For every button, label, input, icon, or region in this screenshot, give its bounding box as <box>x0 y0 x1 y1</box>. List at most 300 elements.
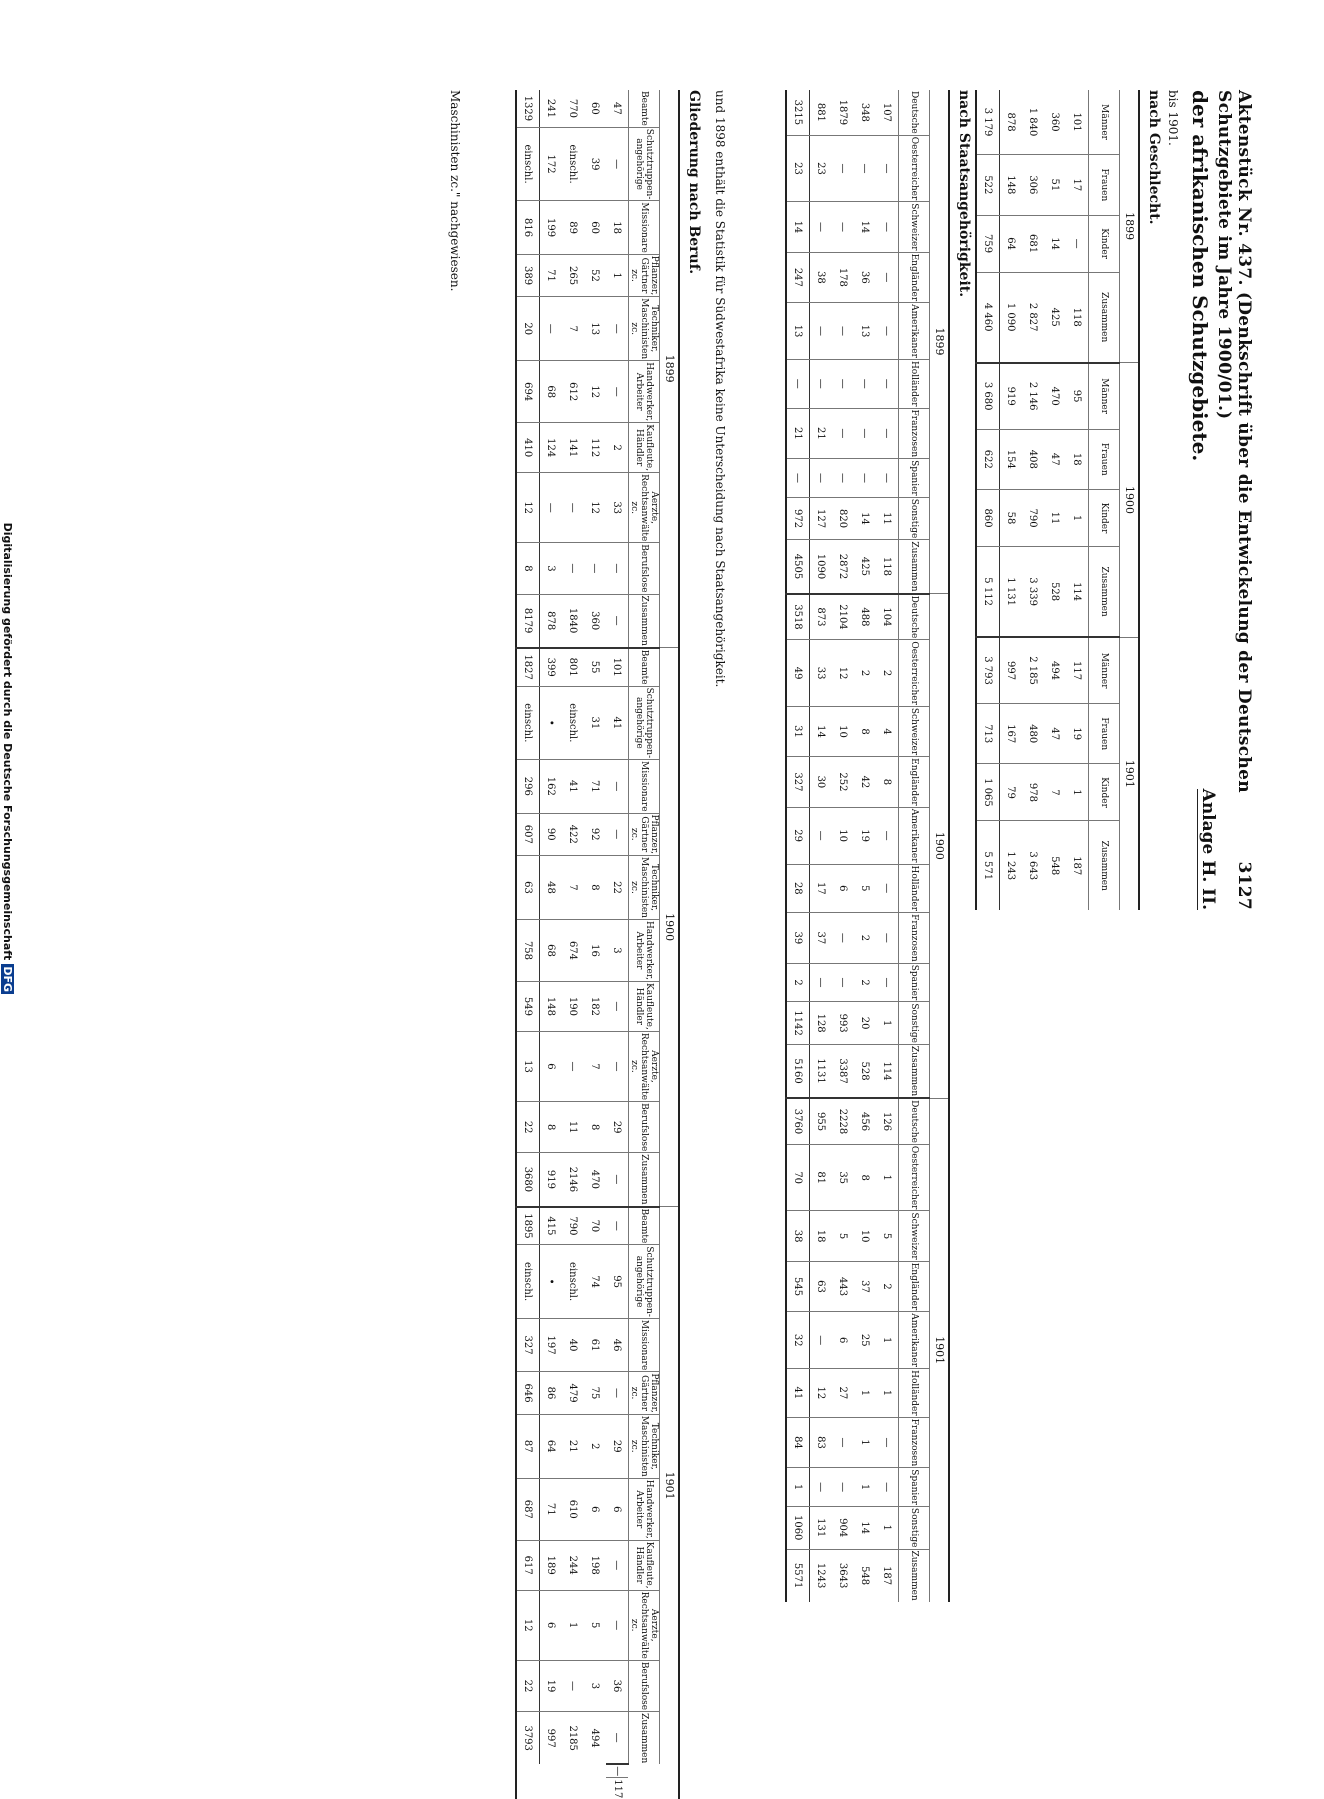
table-cell: 548 <box>1044 821 1066 910</box>
table-cell: 2 <box>584 1414 606 1478</box>
column-header: Männer <box>1089 363 1120 429</box>
table-cell: 408 <box>1022 429 1044 489</box>
table-cell: 360 <box>1049 112 1061 132</box>
table-cell: 27 <box>832 1369 854 1418</box>
year-header-row <box>930 90 950 1602</box>
table-cell: 75 <box>584 1372 606 1414</box>
table-cell: 13 <box>516 1031 540 1101</box>
table-cell: — <box>606 127 629 201</box>
table-cell: — <box>606 1207 629 1245</box>
table-cell: 1 <box>854 1468 876 1507</box>
year-header: 1901 <box>930 1098 950 1602</box>
column-header: Zusammen <box>1089 821 1120 910</box>
table-row <box>540 90 563 1799</box>
table-cell: 14 <box>786 202 810 252</box>
table-cell: 1 <box>1066 764 1089 821</box>
table-cell: — <box>540 473 563 543</box>
table-cell: — <box>876 963 899 1002</box>
table-cell: 131 <box>810 1506 833 1549</box>
year-header-row <box>1120 90 1140 910</box>
table-cell: — <box>876 1468 899 1507</box>
table-row <box>854 90 876 1602</box>
section-profession: Gliederung nach Beruf. <box>686 90 702 275</box>
table-cell: 101 <box>1071 112 1083 132</box>
table-cell: 2 146 <box>1022 363 1044 429</box>
column-header: Kinder <box>1089 764 1120 821</box>
table-row <box>1044 90 1066 910</box>
table-cell: 35 <box>832 1144 854 1211</box>
table-cell: — <box>854 359 876 408</box>
column-header: Beamte <box>629 648 660 686</box>
table-cell: 6 <box>832 1312 854 1369</box>
table-cell: — <box>562 543 584 594</box>
column-header: Missionare <box>629 1318 660 1371</box>
table-cell: 3793 <box>516 1712 540 1765</box>
table-cell: 14 <box>810 706 833 756</box>
table-cell: 87 <box>516 1414 540 1478</box>
table-cell: 64 <box>540 1414 563 1478</box>
table-cell: — <box>854 408 876 459</box>
table-cell: 4 <box>876 706 899 756</box>
table-cell: 2872 <box>832 540 854 594</box>
column-header: Handwerker, Arbeiter <box>629 919 660 981</box>
table-cell: 548 <box>854 1549 876 1602</box>
table-cell: 11 <box>1044 490 1066 547</box>
column-header: Franzosen <box>899 1417 930 1468</box>
table-cell: 114 <box>876 1044 899 1098</box>
table-cell: 470 <box>1044 363 1066 429</box>
table-cell: — <box>562 1031 584 1101</box>
table-cell: 1 243 <box>1000 821 1023 910</box>
table-by-profession <box>515 90 680 1799</box>
column-header: Zusammen <box>629 1153 660 1207</box>
table-cell: 48 <box>540 856 563 920</box>
table-cell: 5 <box>876 1211 899 1261</box>
table-cell: 443 <box>832 1261 854 1312</box>
table-cell: 545 <box>786 1261 810 1312</box>
table-cell: 189 <box>540 1540 563 1590</box>
table-cell: 3 <box>606 919 629 981</box>
table-cell: 5160 <box>786 1044 810 1098</box>
table-cell: 2 185 <box>1022 637 1044 703</box>
table-cell: 21 <box>562 1414 584 1478</box>
column-header: Kaufleute, Händler <box>629 982 660 1032</box>
table-cell: — <box>606 594 629 648</box>
column-header: Spanier <box>899 963 930 1002</box>
table-cell: 40 <box>562 1318 584 1371</box>
table-cell: — <box>876 202 899 252</box>
column-header: Frauen <box>1089 704 1120 764</box>
table-cell: 972 <box>786 497 810 540</box>
column-header: Beamte <box>629 90 660 127</box>
table-cell: einschl. <box>516 127 540 201</box>
table-cell: 919 <box>540 1153 563 1207</box>
table-cell: 528 <box>854 1044 876 1098</box>
table-cell: 399 <box>540 648 563 686</box>
table-cell: 494 <box>1044 637 1066 703</box>
table-cell: 997 <box>540 1712 563 1765</box>
table-cell: 101 <box>606 648 629 686</box>
table-cell: 820 <box>832 497 854 540</box>
table-cell: — <box>562 1660 584 1711</box>
table-cell: 41 <box>562 760 584 813</box>
table-cell: 128 <box>810 1002 833 1045</box>
table-cell: — <box>876 864 899 913</box>
table-cell: 2146 <box>562 1153 584 1207</box>
table-cell: 6 <box>832 864 854 913</box>
table-cell: 29 <box>606 1102 629 1153</box>
table-cell: 2185 <box>562 1712 584 1765</box>
table-cell: 141 <box>562 423 584 473</box>
table-cell: 118 <box>876 540 899 594</box>
year-header: 1899 <box>930 90 950 594</box>
page-number: 3127 <box>1234 861 1254 910</box>
table-cell: 70 <box>786 1144 810 1211</box>
table-cell: — <box>876 913 899 964</box>
table-cell: 47 <box>1044 429 1066 489</box>
table-cell: 816 <box>516 201 540 254</box>
column-header: Aerzte, Rechtsanwälte zc. <box>629 474 659 542</box>
column-header: Berufslose <box>629 543 660 594</box>
table-cell: — <box>606 1540 629 1590</box>
table-cell: 5571 <box>786 1549 810 1602</box>
column-header: Spanier <box>899 459 930 498</box>
column-header: Sonstige <box>899 497 930 540</box>
table-cell: 7 <box>562 297 584 361</box>
column-header: Amerikaner <box>899 807 930 864</box>
table-cell: 2 <box>876 640 899 707</box>
table-cell: 14 <box>854 1506 876 1549</box>
table-cell: 23 <box>810 135 833 202</box>
table-cell: 327 <box>786 757 810 808</box>
table-cell: 8 <box>584 1102 606 1153</box>
table-cell: 182 <box>584 982 606 1032</box>
table-cell: — <box>876 807 899 864</box>
table-cell: — <box>832 1468 854 1507</box>
column-header: Beamte <box>629 1207 660 1245</box>
header-title: Aktenstück Nr. 437. (Denkschrift über die Entwickelung der Deutschen Schutzgebiete im Jahre 1900/01.) <box>1214 90 1254 793</box>
table-cell: 5 571 <box>976 821 1000 910</box>
column-header: Engländer <box>899 1261 930 1312</box>
table-cell: 1 065 <box>976 764 1000 821</box>
table-cell: — <box>810 963 833 1002</box>
table-cell: 19 <box>540 1660 563 1711</box>
table-cell: — <box>854 459 876 498</box>
table-cell: 17 <box>1066 155 1089 215</box>
table-cell: 68 <box>540 919 563 981</box>
column-header: Missionare <box>629 760 660 813</box>
table-cell: 878 <box>1005 112 1017 132</box>
table-cell: 3215 <box>786 90 810 135</box>
table-cell: 494 <box>584 1712 606 1765</box>
table-cell: 117 <box>1066 637 1089 703</box>
table-cell: 23 <box>786 135 810 202</box>
table-cell: 47 <box>1044 704 1066 764</box>
table-cell: einschl. <box>562 1245 584 1319</box>
table-cell: 13 <box>786 303 810 360</box>
column-header: Kinder <box>1089 215 1120 272</box>
table-cell: 2 <box>786 963 810 1002</box>
table-cell: 415 <box>540 1207 563 1245</box>
column-header-row <box>629 90 660 1799</box>
table-cell: — <box>832 408 854 459</box>
table-cell: 1 840 <box>1027 107 1039 137</box>
table-cell: — <box>606 1712 629 1765</box>
table-cell: — <box>606 1153 629 1207</box>
column-header: Berufslose <box>629 1660 660 1711</box>
table-cell: 878 <box>540 594 563 648</box>
column-header: Zusammen <box>629 1712 660 1765</box>
table-cell: 1 090 <box>1000 272 1023 363</box>
table-cell: 622 <box>976 429 1000 489</box>
year-header: 1900 <box>660 648 680 1207</box>
table-row <box>876 90 899 1602</box>
table-cell: 4 460 <box>976 272 1000 363</box>
table-cell: 3 680 <box>976 363 1000 429</box>
table-cell: 61 <box>584 1318 606 1371</box>
table-cell: — <box>832 459 854 498</box>
table-cell: 81 <box>810 1144 833 1211</box>
table-row <box>1000 90 1023 910</box>
table-cell: 1 <box>1066 490 1089 547</box>
table-cell: 247 <box>786 252 810 303</box>
table-cell: 12 <box>832 640 854 707</box>
table-cell: 456 <box>854 1098 876 1144</box>
column-header: Missionare <box>629 201 660 254</box>
table-cell: — <box>786 459 810 498</box>
table-by-nationality <box>785 90 950 1602</box>
table-cell: 25 <box>854 1312 876 1369</box>
table-cell: 21 <box>786 408 810 459</box>
table-row <box>786 90 810 1602</box>
table-cell: — <box>832 202 854 252</box>
table-cell: 528 <box>1044 547 1066 638</box>
table-cell: 252 <box>832 757 854 808</box>
table-cell: 5 <box>854 864 876 913</box>
column-header: Sonstige <box>899 1002 930 1045</box>
column-header: Schutztruppen-angehörige <box>629 686 660 760</box>
column-header: Pflanzer, Gärtner zc. <box>629 1373 659 1413</box>
column-header: Techniker, Maschinisten zc. <box>629 298 659 360</box>
table-cell: 79 <box>1000 764 1023 821</box>
table-cell: 978 <box>1022 764 1044 821</box>
table-cell: 22 <box>516 1660 540 1711</box>
table-cell: 3 643 <box>1022 821 1044 910</box>
dfg-credit <box>2 14 16 994</box>
table-cell: — <box>832 1417 854 1468</box>
table-cell: 3 339 <box>1022 547 1044 638</box>
column-header-row <box>899 90 930 1602</box>
table-cell: 1 <box>876 1002 899 1045</box>
table-cell: 18 <box>606 201 629 254</box>
table-cell: 41 <box>786 1369 810 1418</box>
table-cell: einschl. <box>516 686 540 760</box>
table-cell: 92 <box>584 813 606 855</box>
table-cell: 646 <box>516 1372 540 1414</box>
table-cell: — <box>810 1468 833 1507</box>
table-cell: 17 <box>810 864 833 913</box>
table-cell: 617 <box>516 1540 540 1590</box>
table-cell: 89 <box>562 201 584 254</box>
table-cell: 22 <box>606 856 629 920</box>
table-cell: 31 <box>786 706 810 756</box>
table-cell: — <box>584 543 606 594</box>
column-header: Aerzte, Rechtsanwälte zc. <box>629 1591 659 1659</box>
column-header: Holländer <box>899 359 930 408</box>
column-header: Handwerker, Arbeiter <box>629 1478 660 1540</box>
table-cell: 86 <box>540 1372 563 1414</box>
column-header: Kinder <box>1089 490 1120 547</box>
table-cell: 770 <box>567 98 579 118</box>
table-cell: 154 <box>1000 429 1023 489</box>
table-cell: 71 <box>584 760 606 813</box>
table-cell: 1 <box>876 1144 899 1211</box>
year-header: 1900 <box>1120 363 1140 637</box>
column-header: Deutsche <box>899 1098 930 1144</box>
table-cell: 1142 <box>786 1002 810 1045</box>
table-cell: 37 <box>810 913 833 964</box>
column-header: Holländer <box>899 1369 930 1418</box>
table-cell: 51 <box>1044 155 1066 215</box>
table-cell: 1 <box>854 1417 876 1468</box>
table-cell: — <box>832 135 854 202</box>
table-cell: 3 179 <box>976 90 1000 155</box>
table-cell: 360 <box>584 594 606 648</box>
table-cell: 8 <box>876 757 899 808</box>
table-cell: 6 <box>540 1590 563 1660</box>
table-cell: 244 <box>562 1540 584 1590</box>
table-cell: 488 <box>854 594 876 640</box>
table-cell: — <box>540 297 563 361</box>
table-cell: 425 <box>1044 272 1066 363</box>
table-cell: 31 <box>584 686 606 760</box>
table-cell: 2104 <box>832 594 854 640</box>
table-cell: 7 <box>584 1031 606 1101</box>
table-cell: 84 <box>786 1417 810 1468</box>
table-cell: 83 <box>810 1417 833 1468</box>
table-cell: — <box>562 473 584 543</box>
table-cell: 2228 <box>832 1098 854 1144</box>
table-cell: 14 <box>854 202 876 252</box>
table-by-sex <box>975 90 1140 910</box>
table-cell: — <box>810 807 833 864</box>
table-cell: 993 <box>832 1002 854 1045</box>
table-cell: 1895 <box>516 1207 540 1245</box>
column-header: Zusammen <box>899 540 930 594</box>
year-header: 1899 <box>1120 90 1140 363</box>
table-cell: 63 <box>516 856 540 920</box>
table-cell: 1879 <box>837 99 849 126</box>
column-header: Zusammen <box>899 1549 930 1602</box>
table-cell: 12 <box>516 1590 540 1660</box>
table-cell: 74 <box>584 1245 606 1319</box>
table-cell: 10 <box>854 1211 876 1261</box>
footnote: Maschinisten zc." nachgewiesen. <box>448 90 462 292</box>
table-cell: — <box>876 303 899 360</box>
table-cell: — <box>606 1590 629 1660</box>
column-header: Aerzte, Rechtsanwälte zc. <box>629 1032 659 1101</box>
column-header-row <box>1089 90 1120 910</box>
year-header-row <box>660 90 680 1799</box>
table-cell: 6 <box>606 1478 629 1540</box>
column-header: Kaufleute, Händler <box>629 423 660 473</box>
column-header: Schutztruppen-angehörige <box>629 1245 660 1319</box>
table-cell: 95 <box>1066 363 1089 429</box>
table-cell: 178 <box>832 252 854 303</box>
table-cell: 36 <box>606 1660 629 1711</box>
column-header: Techniker, Maschinisten zc. <box>629 1415 659 1477</box>
table-cell: 5 <box>832 1211 854 1261</box>
table-cell: 118 <box>1066 272 1089 363</box>
table-cell: 3643 <box>832 1549 854 1602</box>
table-cell: 198 <box>584 1540 606 1590</box>
table-cell: 19 <box>854 807 876 864</box>
table-cell: 58 <box>1000 490 1023 547</box>
table-cell: 11 <box>562 1102 584 1153</box>
table-cell: — <box>606 1031 629 1101</box>
table-cell: 4505 <box>786 540 810 594</box>
table-cell: 955 <box>810 1098 833 1144</box>
column-header: Franzosen <box>899 913 930 964</box>
table-row <box>516 90 540 1799</box>
anlage-label: Anlage H. II. <box>1198 788 1218 910</box>
table-cell: 3 <box>584 1660 606 1711</box>
column-header: Deutsche <box>899 594 930 640</box>
table-cell: 64 <box>1000 215 1023 272</box>
table-cell: 12 <box>584 473 606 543</box>
column-header: Oesterreicher <box>899 640 930 707</box>
table-cell: 790 <box>562 1207 584 1245</box>
table-cell: — <box>606 297 629 361</box>
table-cell: — <box>832 303 854 360</box>
column-header: Oesterreicher <box>899 135 930 202</box>
table-cell: 8 <box>516 543 540 594</box>
column-header: Kaufleute, Händler <box>629 1540 660 1590</box>
table-cell: 801 <box>562 648 584 686</box>
table-cell: 549 <box>516 982 540 1032</box>
table-cell: 21 <box>810 408 833 459</box>
column-header: Amerikaner <box>899 1312 930 1369</box>
table-cell: — <box>606 760 629 813</box>
table-cell: 1840 <box>562 594 584 648</box>
table-cell: 681 <box>1022 215 1044 272</box>
table-cell: — <box>810 303 833 360</box>
table-cell: — <box>876 459 899 498</box>
table-cell: 52 <box>584 254 606 296</box>
table-cell: 112 <box>584 423 606 473</box>
table-cell: 2 <box>854 640 876 707</box>
table-cell: — <box>786 359 810 408</box>
table-cell: 1 <box>562 1590 584 1660</box>
rotated-page <box>92 90 1262 1799</box>
table-cell: 8 <box>854 1144 876 1211</box>
column-header: Männer <box>1089 637 1120 703</box>
table-cell: 3518 <box>786 594 810 640</box>
table-cell: 1131 <box>810 1044 833 1098</box>
table-cell: 124 <box>540 423 563 473</box>
table-cell: 1329 <box>516 90 540 127</box>
table-cell: 114 <box>1066 547 1089 638</box>
table-cell: 348 <box>859 102 871 122</box>
table-cell: 63 <box>810 1261 833 1312</box>
table-cell: 104 <box>876 594 899 640</box>
note: und 1898 enthält die Statistik für Südwestafrika keine Unterscheidung nach Staatsangehörigkeit. <box>713 90 727 688</box>
table-cell: 674 <box>562 919 584 981</box>
table-cell: 29 <box>606 1414 629 1478</box>
column-header: Schweizer <box>899 202 930 252</box>
table-cell: 199 <box>540 201 563 254</box>
table-cell: 470 <box>584 1153 606 1207</box>
